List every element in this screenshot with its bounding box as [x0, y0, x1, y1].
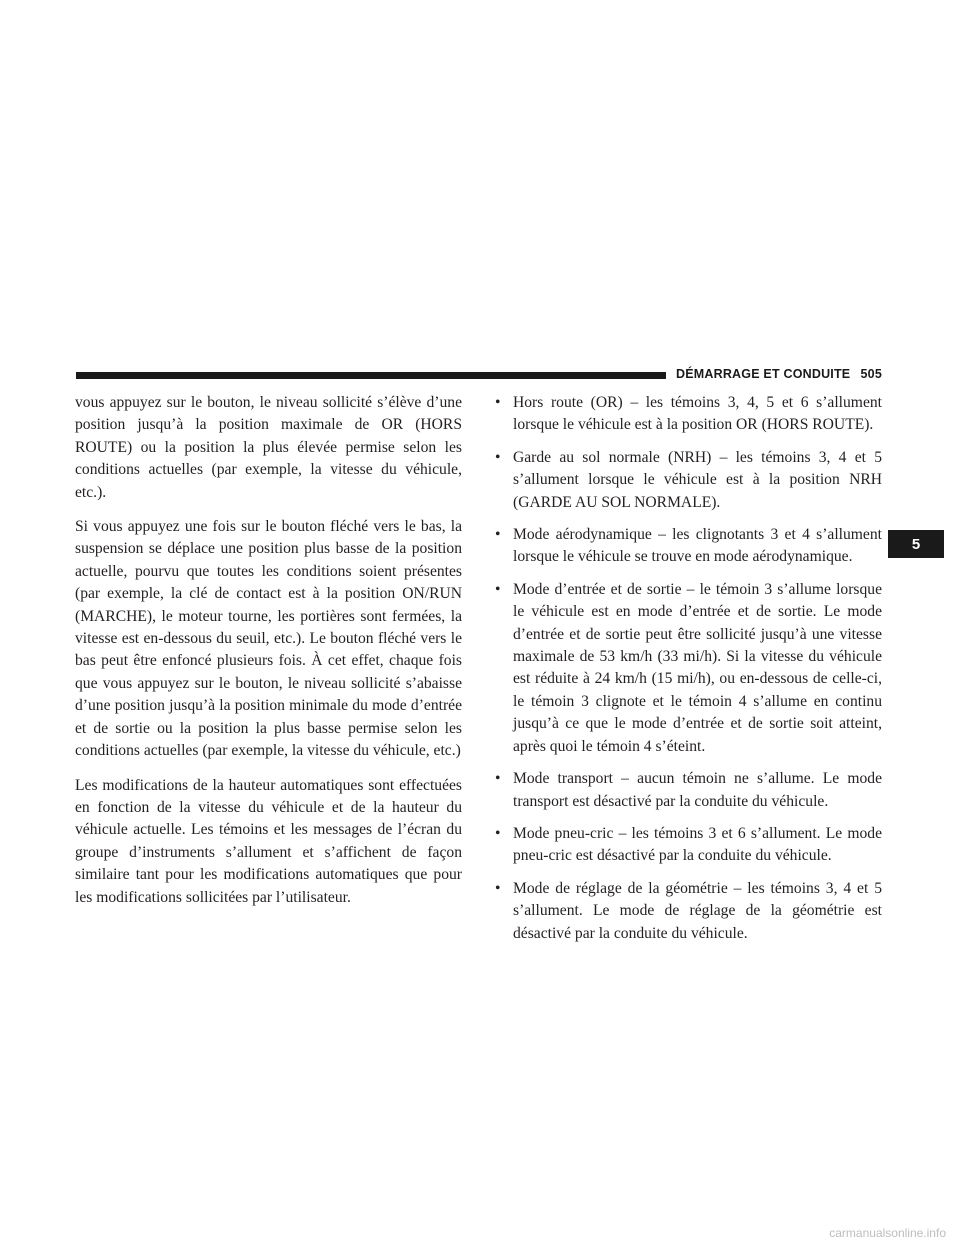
- bullet-icon: •: [495, 448, 501, 466]
- list-item-text: Mode transport – aucun témoin ne s’allume. Le mode transport est désactivé par la conduite du véhicule.: [513, 770, 882, 810]
- bullet-icon: •: [495, 770, 501, 788]
- right-column: [495, 392, 882, 955]
- list-item: [495, 768, 882, 813]
- list-item-text: Mode d’entrée et de sortie – le témoin 3 s’allume lorsque le véhicule est en mode d’entrée et de sortie. Le mode d’entrée et de sortie peut être sollicité jusqu’à une vitesse maximale de 53 km/h (33 mi/h). Si la vitesse du véhicule est réduite à 24 km/h (15 mi/h), ou en-dessous de celle-ci, le témoin 3 clignote et le témoin 4 s’allume en continu jusqu’à ce que le mode d’entrée et de sortie soit atteint, après quoi le témoin 4 s’éteint.: [513, 580, 882, 755]
- paragraph: vous appuyez sur le bouton, le niveau sollicité s’élève d’une position jusqu’à la position maximale de OR (HORS ROUTE) ou la position la plus élevée permise selon les conditions actuelles (par exemple, la vitesse du véhicule, etc.).: [75, 394, 462, 501]
- list-item-text: Mode pneu-cric – les témoins 3 et 6 s’allument. Le mode pneu-cric est désactivé par la conduite du véhicule.: [513, 824, 882, 865]
- running-header: [676, 364, 882, 384]
- bullet-icon: •: [495, 394, 501, 411]
- paragraph: Si vous appuyez une fois sur le bouton fléché vers le bas, la suspension se déplace une position plus basse de la position actuelle, pourvu que toutes les conditions soient présentes (par exemple, la clé de contact est à la position ON/RUN (MARCHE), le moteur tourne, les portières sont fermées, la vitesse est en-dessous du seuil, etc.). Le bouton fléché vers le bas peut être enfoncé plusieurs fois. À cet effet, chaque fois que vous appuyez sur le bouton, le niveau sollicité s’abaisse d’une position jusqu’à la position minimale du mode d’entrée et de sortie ou la position la plus basse permise selon les conditions actuelles (par exemple, la vitesse du véhicule, etc.): [75, 518, 462, 760]
- list-item-text: Mode de réglage de la géométrie – les témoins 3, 4 et 5 s’allument. Le mode de réglage de la géométrie est désactivé par la conduite du véhicule.: [513, 879, 882, 942]
- list-item: [495, 447, 882, 514]
- list-item: [495, 579, 882, 758]
- bullet-icon: •: [495, 824, 501, 842]
- chapter-tab[interactable]: 5: [888, 530, 944, 558]
- list-item: [495, 392, 882, 437]
- section-title: DÉMARRAGE ET CONDUITE: [676, 367, 851, 381]
- list-item-text: Mode aérodynamique – les clignotants 3 et 4 s’allument lorsque le véhicule se trouve en mode aérodynamique.: [513, 526, 882, 566]
- header-rule: [76, 372, 666, 379]
- bullet-icon: •: [495, 879, 501, 897]
- left-column: [75, 392, 462, 921]
- bullet-icon: •: [495, 580, 501, 598]
- list-item: [495, 823, 882, 868]
- list-item-text: Garde au sol normale (NRH) – les témoins 3, 4 et 5 s’allument lorsque le véhicule est à la position NRH (GARDE AU SOL NORMALE).: [513, 448, 882, 511]
- watermark: carmanualsonline.info: [829, 1226, 946, 1240]
- list-item: [495, 878, 882, 945]
- bullet-icon: •: [495, 526, 501, 544]
- paragraph: Les modifications de la hauteur automatiques sont effectuées en fonction de la vitesse du véhicule et de la hauteur du véhicule actuelle. Les témoins et les messages de l’écran du groupe d’instruments s’allument et s’affichent de façon similaire tant pour les modifications automatiques que pour les modifications sollicitées par l’utilisateur.: [75, 776, 462, 906]
- list-item-text: Hors route (OR) – les témoins 3, 4, 5 et 6 s’allument lorsque le véhicule est à la position OR (HORS ROUTE).: [513, 394, 882, 434]
- page-number: 505: [860, 367, 882, 381]
- list-item: [495, 524, 882, 569]
